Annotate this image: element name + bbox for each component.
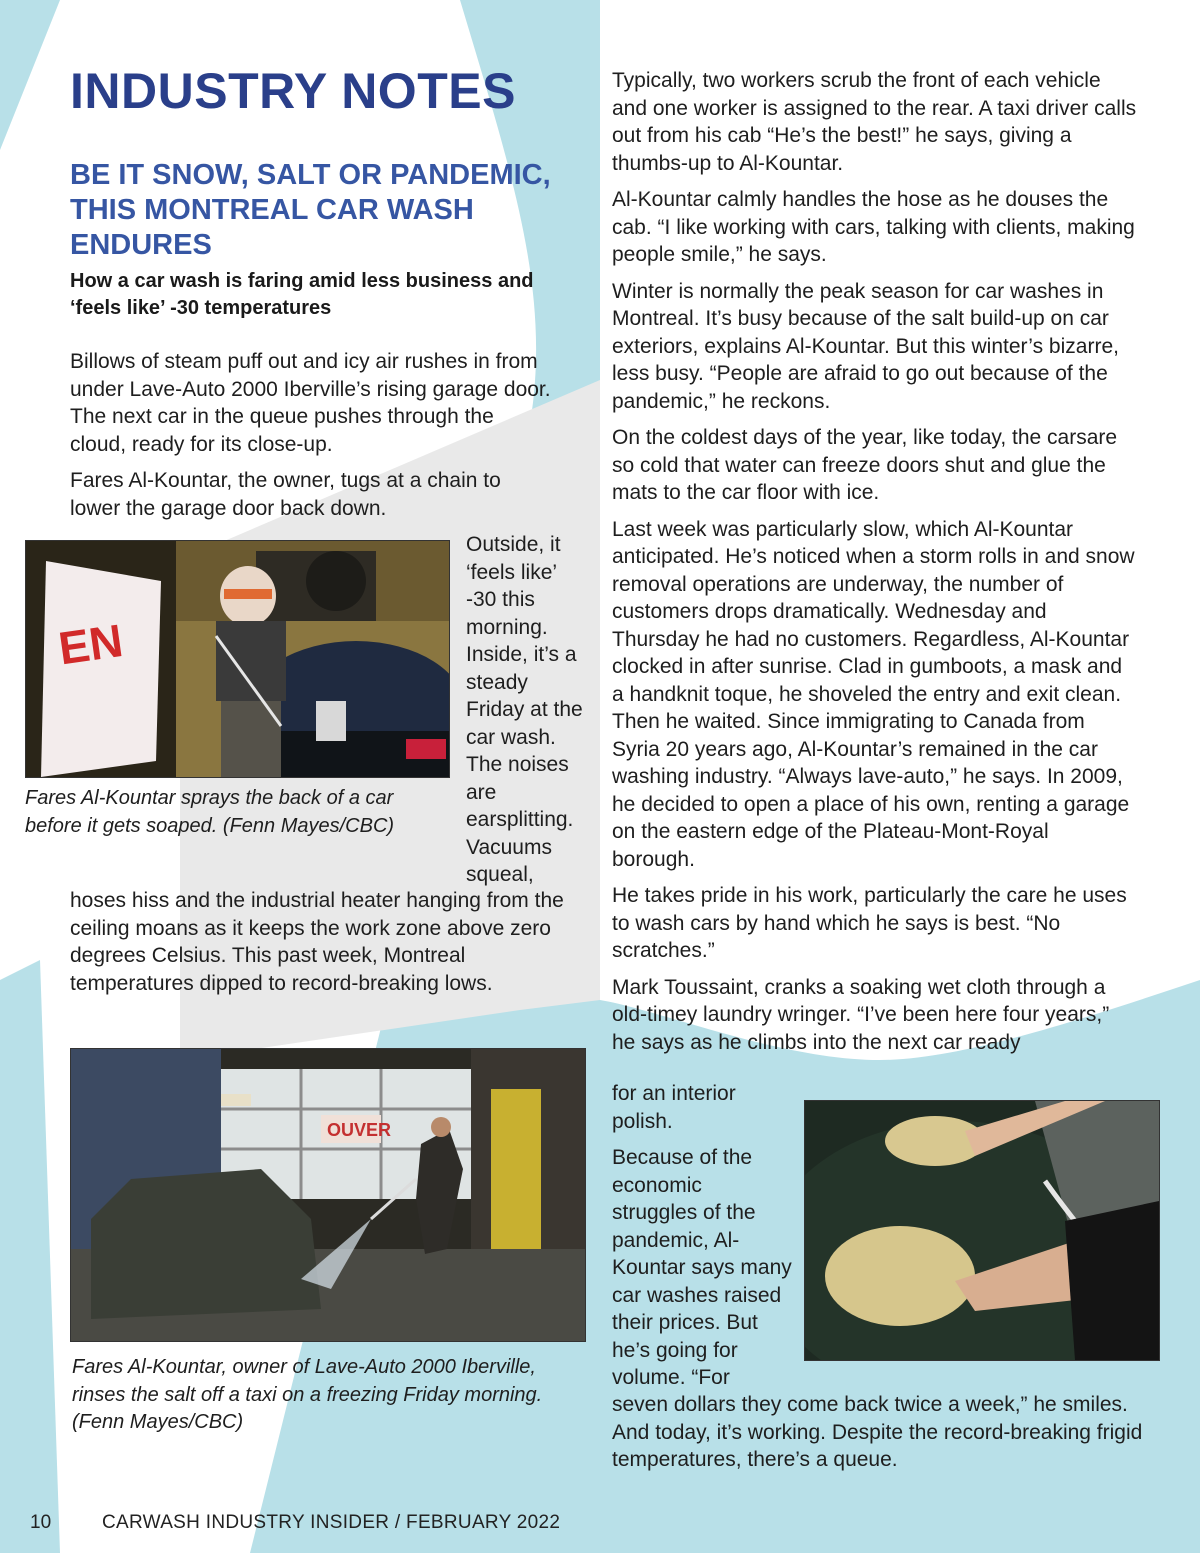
left-narrow-text	[466, 531, 591, 898]
paragraph: Al-Kountar calmly handles the hose as he douses the cab. “I like working with cars, talking with clients, making people smile,” he says.	[612, 188, 1135, 266]
left-intro	[70, 348, 555, 531]
paragraph: hoses hiss and the industrial heater hanging from the ceiling moans as it keeps the work zone above zero degrees Celsius. This past week, Montreal temperatures dipped to record-breaking lows.	[70, 889, 564, 995]
paragraph: for an interior polish.	[612, 1082, 736, 1133]
paragraph: He takes pride in his work, particularly the care he uses to wash cars by hand which he says is best. “No scratches.”	[612, 884, 1127, 962]
photo-illustration	[805, 1101, 1159, 1360]
paragraph: Mark Toussaint, cranks a soaking wet cloth through a old-timey laundry wringer. “I’ve been here four years,” he says as he climbs into the next car ready	[612, 975, 1110, 1054]
publication-footer: CARWASH INDUSTRY INSIDER / FEBRUARY 2022	[102, 1512, 561, 1533]
svg-text:OUVER: OUVER	[327, 1120, 392, 1140]
photo2-caption: Fares Al-Kountar, owner of Lave-Auto 2000 Iberville, rinses the salt off a taxi on a freezing Friday morning. (Fenn Mayes/CBC)	[72, 1356, 543, 1433]
paragraph: Billows of steam puff out and icy air rushes in from under Lave-Auto 2000 Iberville’s rising garage door. The next car in the queue pushes through the cloud, ready for its close-up.	[70, 350, 551, 456]
paragraph: seven dollars they come back twice a week,” he smiles. And today, it’s working. Despite the record-breaking frigid temperatures, there’s a queue.	[612, 1393, 1143, 1471]
paragraph: Last week was particularly slow, which Al-Kountar anticipated. He’s noticed when a storm rolls in and snow removal operations are underway, the number of customers drops dramatically. Wednesday and Thursday he had no customers. Regardless, Al-Kountar clocked in after sunrise. Clad in gumboots, a mask and a handknit toque, he shoveled the entry and exit clean. Then he waited. Since immigrating to Canada from Syria 20 years ago, Al-Kountar’s remained in the car washing industry. “Always lave-auto,” he says. In 2009, he decided to open a place of his own, renting a garage on the eastern edge of the Plateau-Mont-Royal borough.	[612, 517, 1135, 871]
paragraph: Winter is normally the peak season for car washes in Montreal. It’s busy because of the salt build-up on car exteriors, explains Al-Kountar. But this winter’s bizarre, less busy. “People are afraid to go out because of the pandemic,” he reckons.	[612, 279, 1119, 413]
paragraph: Because of the economic struggles of the pandemic, Al-Kountar says many car washes raised their prices. But he’s going for volume. “For	[612, 1146, 792, 1389]
section-title: INDUSTRY NOTES	[70, 63, 516, 119]
right-narrow-text	[612, 1080, 792, 1392]
paragraph: Typically, two workers scrub the front of each vehicle and one worker is assigned to the rear. A taxi driver calls out from his cab “He’s the best!” he says, giving a thumbs-up to Al-Kountar.	[612, 69, 1137, 175]
page-number: 10	[30, 1512, 52, 1533]
paragraph: On the coldest days of the year, like today, the carsare so cold that water can freeze doors shut and glue the mats to the car floor with ice.	[612, 426, 1118, 504]
photo-illustration	[71, 1049, 585, 1341]
right-column-text	[612, 67, 1137, 1056]
article-deck: How a car wash is faring amid less business and ‘feels like’ -30 temperatures	[70, 270, 534, 319]
photo-car-wash-spray	[25, 540, 450, 778]
paragraph: Outside, it ‘feels like’ -30 this morning. Inside, it’s a steady Friday at the car wash. The noises are earsplitting. Vacuums squeal,	[466, 533, 583, 886]
photo-hand-wash	[804, 1100, 1160, 1361]
right-closing-text	[612, 1391, 1147, 1483]
svg-text:EN: EN	[55, 613, 126, 675]
photo-taxi-rinse	[70, 1048, 586, 1342]
paragraph: Fares Al-Kountar, the owner, tugs at a chain to lower the garage door back down.	[70, 469, 501, 520]
photo-illustration	[26, 541, 449, 777]
left-continued-text	[70, 887, 590, 1006]
photo1-caption: Fares Al-Kountar sprays the back of a car before it gets soaped. (Fenn Mayes/CBC)	[25, 787, 395, 837]
article-headline: BE IT SNOW, SALT OR PANDEMIC, THIS MONTREAL CAR WASH ENDURES	[70, 159, 551, 261]
